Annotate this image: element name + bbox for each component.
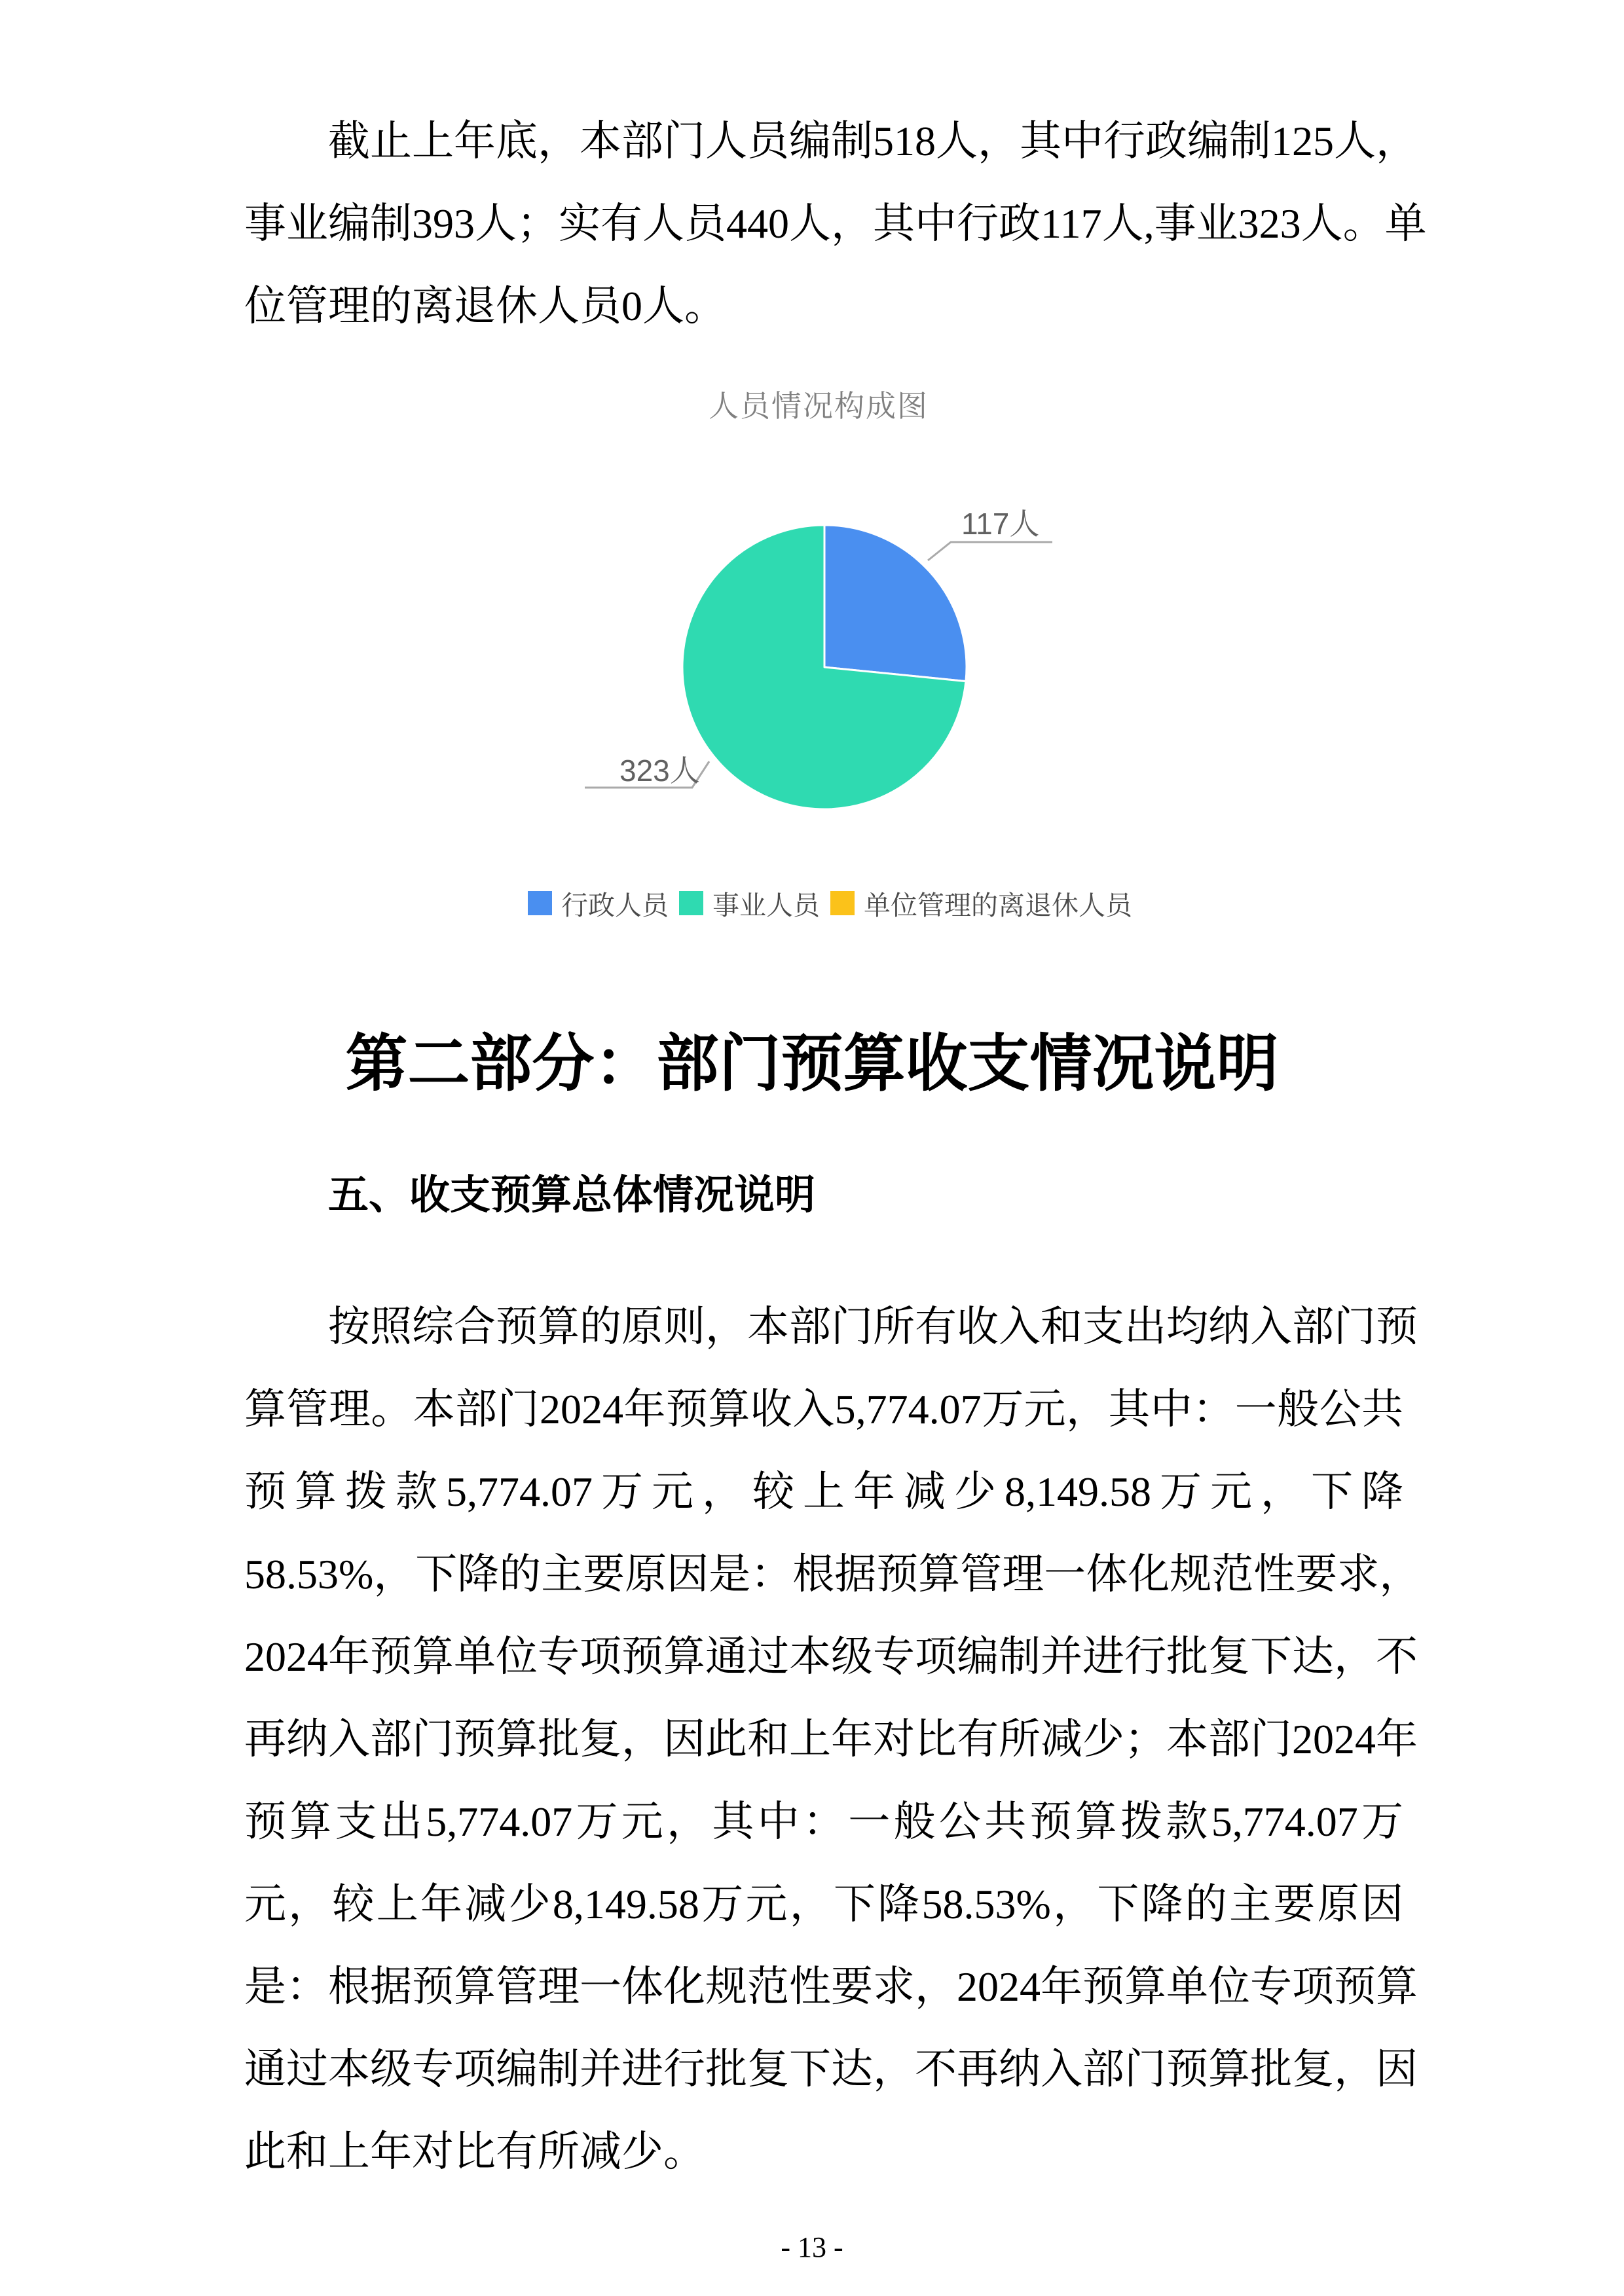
paragraph-line: 是：根据预算管理一体化规范性要求，2024年预算单位专项预算 [244, 1963, 1418, 2010]
chart-title: 人员情况构成图 [709, 389, 929, 423]
paragraph-line: 通过本级专项编制并进行批复下达，不再纳入部门预算批复，因 [244, 2046, 1418, 2092]
budget-paragraph [244, 1286, 1422, 2193]
personnel-paragraph [244, 100, 1427, 348]
legend-item-career [679, 884, 820, 922]
slice-label-admin: 117人 [961, 507, 1040, 541]
paragraph-line: 按照综合预算的原则，本部门所有收入和支出均纳入部门预 [328, 1303, 1418, 1350]
section-subheading: 五、收支预算总体情况说明 [328, 1173, 816, 1218]
section-heading: 第二部分：部门预算收支情况说明 [345, 1029, 1279, 1099]
paragraph-line: 再纳入部门预算批复，因此和上年对比有所减少；本部门2024年 [244, 1716, 1418, 1762]
slice-label-career: 323人 [619, 754, 700, 788]
legend-swatch-retired-icon [830, 891, 855, 915]
paragraph-line: 2024年预算单位专项预算通过本级专项编制并进行批复下达，不 [244, 1633, 1418, 1680]
legend-label: 事业人员 [712, 890, 820, 920]
paragraph-line: 预算拨款5,774.07万元，较上年减少8,149.58万元，下降 [244, 1468, 1403, 1515]
paragraph-line: 此和上年对比有所减少。 [244, 2128, 705, 2175]
legend-swatch-admin-icon [528, 891, 552, 915]
legend-item-retired [830, 884, 1132, 922]
leader-line-admin [928, 542, 1052, 560]
paragraph-line: 位管理的离退休人员0人。 [244, 283, 726, 329]
paragraph-line: 58.53%，下降的主要原因是：根据预算管理一体化规范性要求， [244, 1551, 1422, 1597]
chart-legend [528, 884, 1132, 922]
legend-label: 单位管理的离退休人员 [864, 890, 1132, 920]
page-number: - 13 - [781, 2231, 843, 2263]
pie-slice-admin [824, 525, 967, 682]
legend-label: 行政人员 [561, 890, 669, 920]
paragraph-line: 事业编制393人；实有人员440人，其中行政117人,事业323人。单 [244, 200, 1427, 247]
paragraph-line: 算管理。本部门2024年预算收入5,774.07万元，其中：一般公共 [244, 1386, 1403, 1432]
legend-item-admin [528, 884, 669, 922]
legend-swatch-career-icon [679, 891, 703, 915]
paragraph-line: 预算支出5,774.07万元，其中：一般公共预算拨款5,774.07万 [244, 1798, 1403, 1845]
paragraph-line: 截止上年底，本部门人员编制518人，其中行政编制125人， [328, 118, 1418, 164]
paragraph-line: 元，较上年减少8,149.58万元，下降58.53%，下降的主要原因 [244, 1881, 1403, 1927]
personnel-pie-chart [458, 367, 1179, 923]
